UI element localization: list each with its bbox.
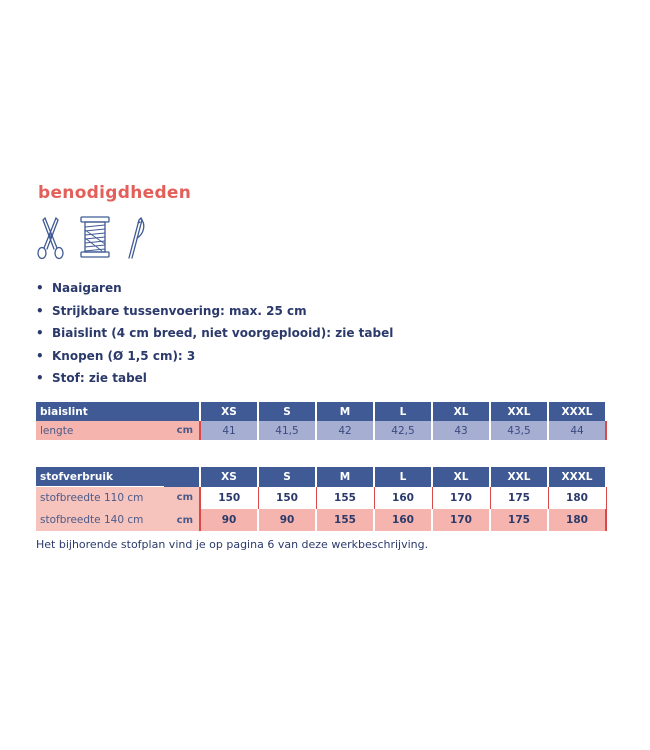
table-cell: 43 (432, 421, 490, 440)
needle-icon (124, 214, 146, 260)
list-item-text: Knopen (Ø 1,5 cm): 3 (52, 348, 196, 363)
bullet-dot: • (36, 348, 44, 363)
table-cell: 90 (258, 509, 316, 531)
thread-spool-icon (78, 214, 112, 260)
bullet-dot: • (36, 303, 44, 318)
list-item (36, 325, 393, 348)
table-cell: 175 (490, 487, 548, 510)
size-header: XS (200, 402, 258, 421)
supplies-list (36, 280, 393, 393)
row-label: stofbreedte 140 cm (36, 509, 164, 531)
list-item-text: Stof: zie tabel (52, 371, 147, 385)
table-cell: 170 (432, 509, 490, 531)
size-header: S (258, 467, 316, 487)
table-cell: 42,5 (374, 421, 432, 440)
table-cell: 155 (316, 509, 374, 531)
size-header: XXXL (548, 402, 606, 421)
supplies-icons (36, 214, 146, 260)
table-title: stofverbruik (36, 467, 200, 487)
list-item-text: Biaislint (4 cm breed, niet voorgeplooid): zie tabel (52, 326, 394, 340)
row-unit: cm (164, 487, 200, 510)
size-header: L (374, 402, 432, 421)
section-heading: benodigdheden (38, 183, 192, 203)
table-cell: 43,5 (490, 421, 548, 440)
table-cell: 175 (490, 509, 548, 531)
table-cell: 160 (374, 509, 432, 531)
table-cell: 180 (548, 509, 606, 531)
table-header-row (36, 402, 606, 421)
scissors-icon (36, 214, 66, 260)
size-header: M (316, 467, 374, 487)
table-row (36, 509, 606, 531)
table-cell: 155 (316, 487, 374, 510)
list-item (36, 348, 393, 371)
table-header-row (36, 467, 606, 487)
table-cell: 42 (316, 421, 374, 440)
table-cell: 170 (432, 487, 490, 510)
bullet-dot: • (36, 371, 44, 385)
list-item-text: Naaigaren (52, 281, 122, 295)
row-unit: cm (164, 421, 200, 440)
fabric-plan-note: Het bijhorende stofplan vind je op pagina 6 van deze werkbeschrijving. (36, 538, 429, 551)
table-row (36, 421, 606, 440)
size-header: XS (200, 467, 258, 487)
list-item (36, 303, 393, 326)
list-item (36, 370, 393, 393)
size-header: S (258, 402, 316, 421)
bullet-dot: • (36, 326, 44, 340)
size-header: L (374, 467, 432, 487)
table-cell: 41 (200, 421, 258, 440)
table-cell: 150 (200, 487, 258, 510)
table-cell: 150 (258, 487, 316, 510)
row-label: stofbreedte 110 cm (36, 487, 164, 510)
list-item-text: Strijkbare tussenvoering: max. 25 cm (52, 303, 307, 318)
size-header: XXL (490, 467, 548, 487)
list-item (36, 280, 393, 303)
table-cell: 160 (374, 487, 432, 510)
size-header: M (316, 402, 374, 421)
size-header: XL (432, 467, 490, 487)
biaislint-table (36, 402, 607, 440)
table-cell: 180 (548, 487, 606, 510)
stofverbruik-table (36, 467, 607, 531)
table-cell: 90 (200, 509, 258, 531)
size-header: XXXL (548, 467, 606, 487)
table-title: biaislint (36, 402, 200, 421)
table-cell: 41,5 (258, 421, 316, 440)
table-cell: 44 (548, 421, 606, 440)
size-header: XXL (490, 402, 548, 421)
table-row (36, 487, 606, 510)
bullet-dot: • (36, 281, 44, 295)
row-label: lengte (36, 421, 164, 440)
size-header: XL (432, 402, 490, 421)
row-unit: cm (164, 509, 200, 531)
